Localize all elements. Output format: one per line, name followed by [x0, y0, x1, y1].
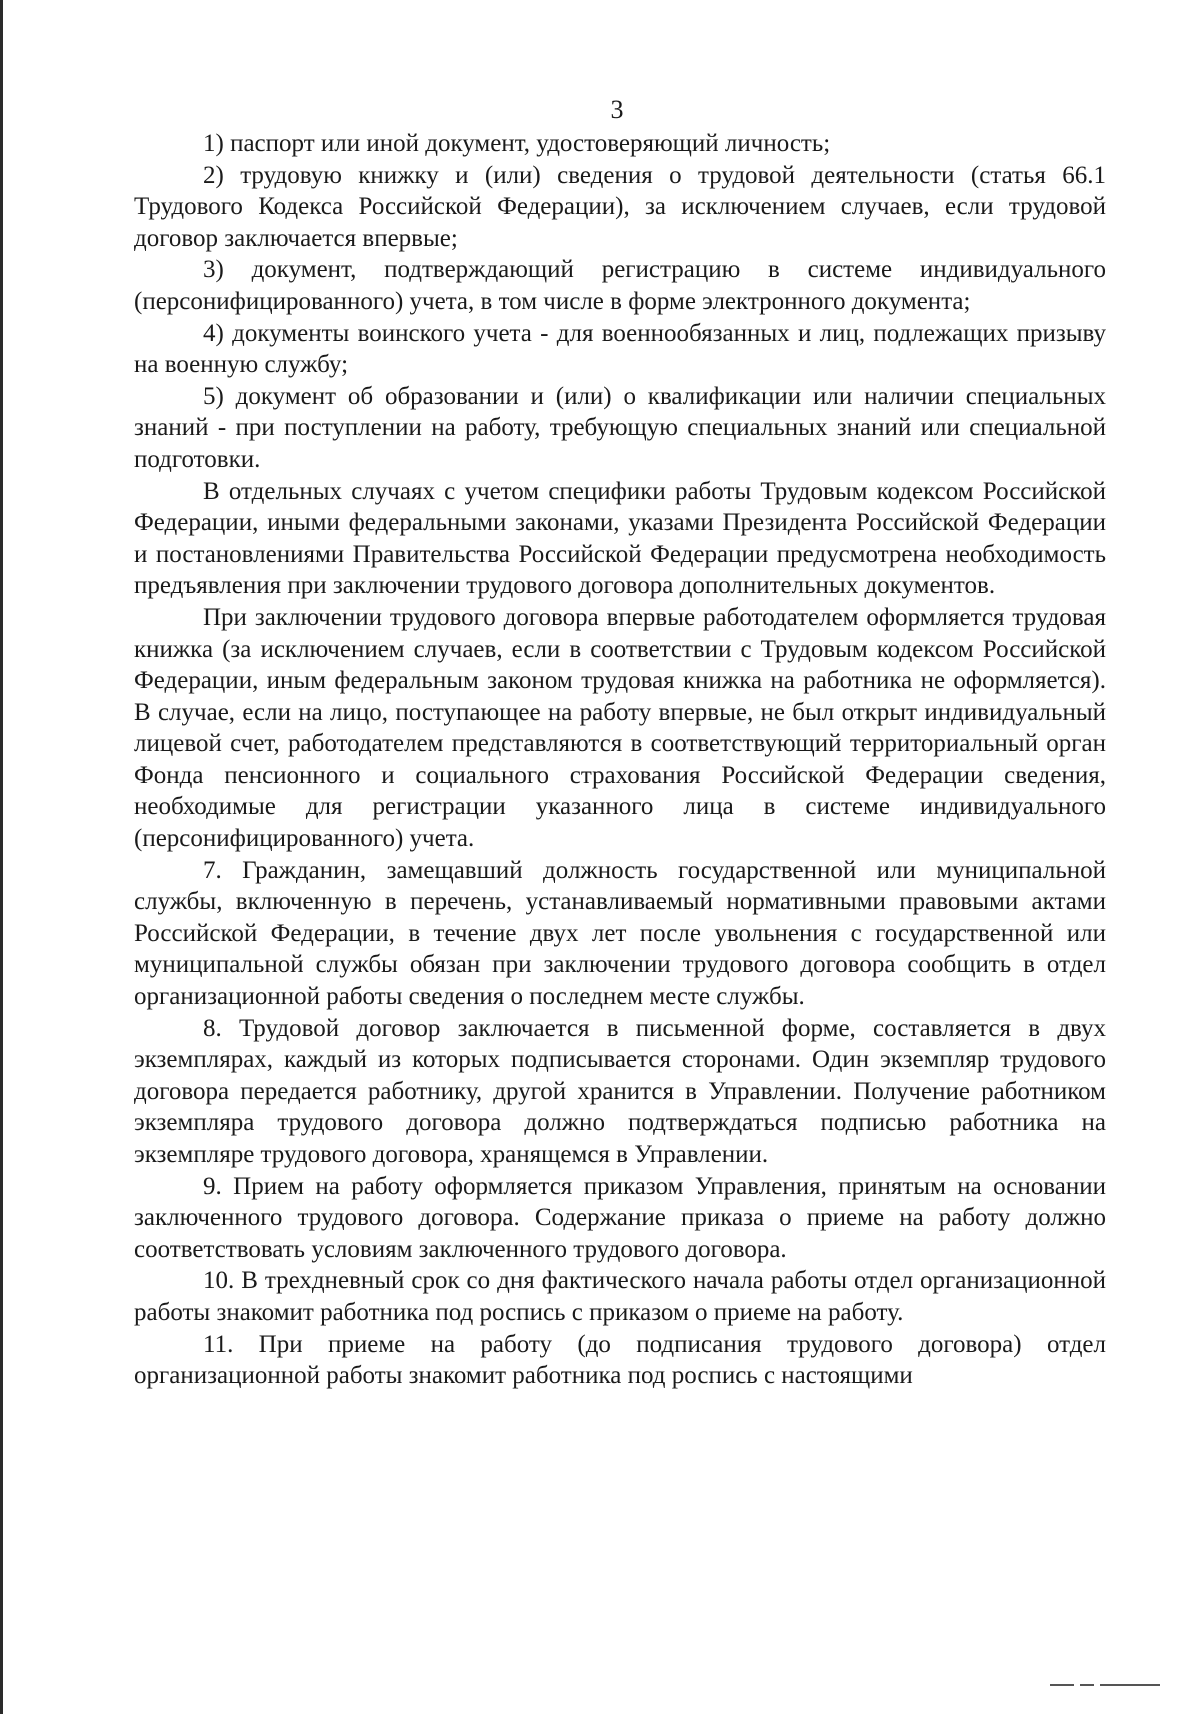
paragraph-additional-documents: В отдельных случаях с учетом специфики работы Трудовым кодексом Российской Федерации, иными федеральными законами, указами Президента Российской Федерации и постановлениями Правительства Российской Федерации предусмотрена необходимость предъявления при заключении трудового договора дополнительных документов. — [134, 477, 1106, 600]
paragraph-clause-7: 7. Гражданин, замещавший должность государственной или муниципальной службы, включенную в перечень, устанавливаемый нормативными правовыми актами Российской Федерации, в течение двух лет после увольнения с государственной или муниципальной службы обязан при заключении трудового договора сообщить в отдел организационной работы сведения о последнем месте службы. — [134, 856, 1106, 1011]
scan-edge — [0, 0, 3, 1714]
paragraph-item-4: 4) документы воинского учета - для военнообязанных и лиц, подлежащих призыву на военную службу; — [134, 319, 1106, 379]
paragraph-item-5: 5) документ об образовании и (или) о квалификации или наличии специальных знаний - при поступлении на работу, требующую специальных знаний или специальной подготовки. — [134, 382, 1106, 473]
paragraph-first-employment: При заключении трудового договора впервые работодателем оформляется трудовая книжка (за исключением случаев, если в соответствии с Трудовым кодексом Российской Федерации, иным федеральным законом трудовая книжка на работника не оформляется). В случае, если на лицо, поступающее на работу впервые, не был открыт индивидуальный лицевой счет, работодателем представляются в соответствующий территориальный орган Фонда пенсионного и социального страхования Российской Федерации сведения, необходимые для регистрации указанного лица в системе индивидуального (персонифицированного) учета. — [134, 603, 1106, 853]
footer-mark — [1080, 1684, 1094, 1686]
paragraph-item-3: 3) документ, подтверждающий регистрацию в системе индивидуального (персонифицированного) учета, в том числе в форме электронного документа; — [134, 256, 1106, 315]
paragraph-clause-9: 9. Прием на работу оформляется приказом Управления, принятым на основании заключенного трудового договора. Содержание приказа о приеме на работу должно соответствовать условиям заключенного трудового договора. — [134, 1172, 1106, 1263]
footer-mark — [1050, 1684, 1074, 1686]
paragraph-item-1: 1) паспорт или иной документ, удостоверяющий личность; — [203, 130, 831, 157]
paragraph-clause-8: 8. Трудовой договор заключается в письменной форме, составляется в двух экземплярах, каждый из которых подписывается сторонами. Один экземпляр трудового договора передается работнику, другой хранится в Управлении. Получение работником экземпляра трудового договора должно подтверждаться подписью работника на экземпляре трудового договора, хранящемся в Управлении. — [134, 1014, 1106, 1168]
paragraph-clause-10: 10. В трехдневный срок со дня фактического начала работы отдел организационной работы знакомит работника под роспись с приказом о приеме на работу. — [134, 1267, 1106, 1326]
footer-mark — [1100, 1684, 1160, 1686]
paragraph-clause-11: 11. При приеме на работу (до подписания трудового договора) отдел организационной работы знакомит работника под роспись с настоящими — [134, 1330, 1106, 1390]
page-number: 3 — [610, 95, 624, 124]
paragraph-item-2: 2) трудовую книжку и (или) сведения о трудовой деятельности (статья 66.1 Трудового Кодекса Российской Федерации), за исключением случаев, если трудовой договор заключается впервые; — [134, 161, 1106, 252]
document-body — [134, 128, 1106, 1392]
